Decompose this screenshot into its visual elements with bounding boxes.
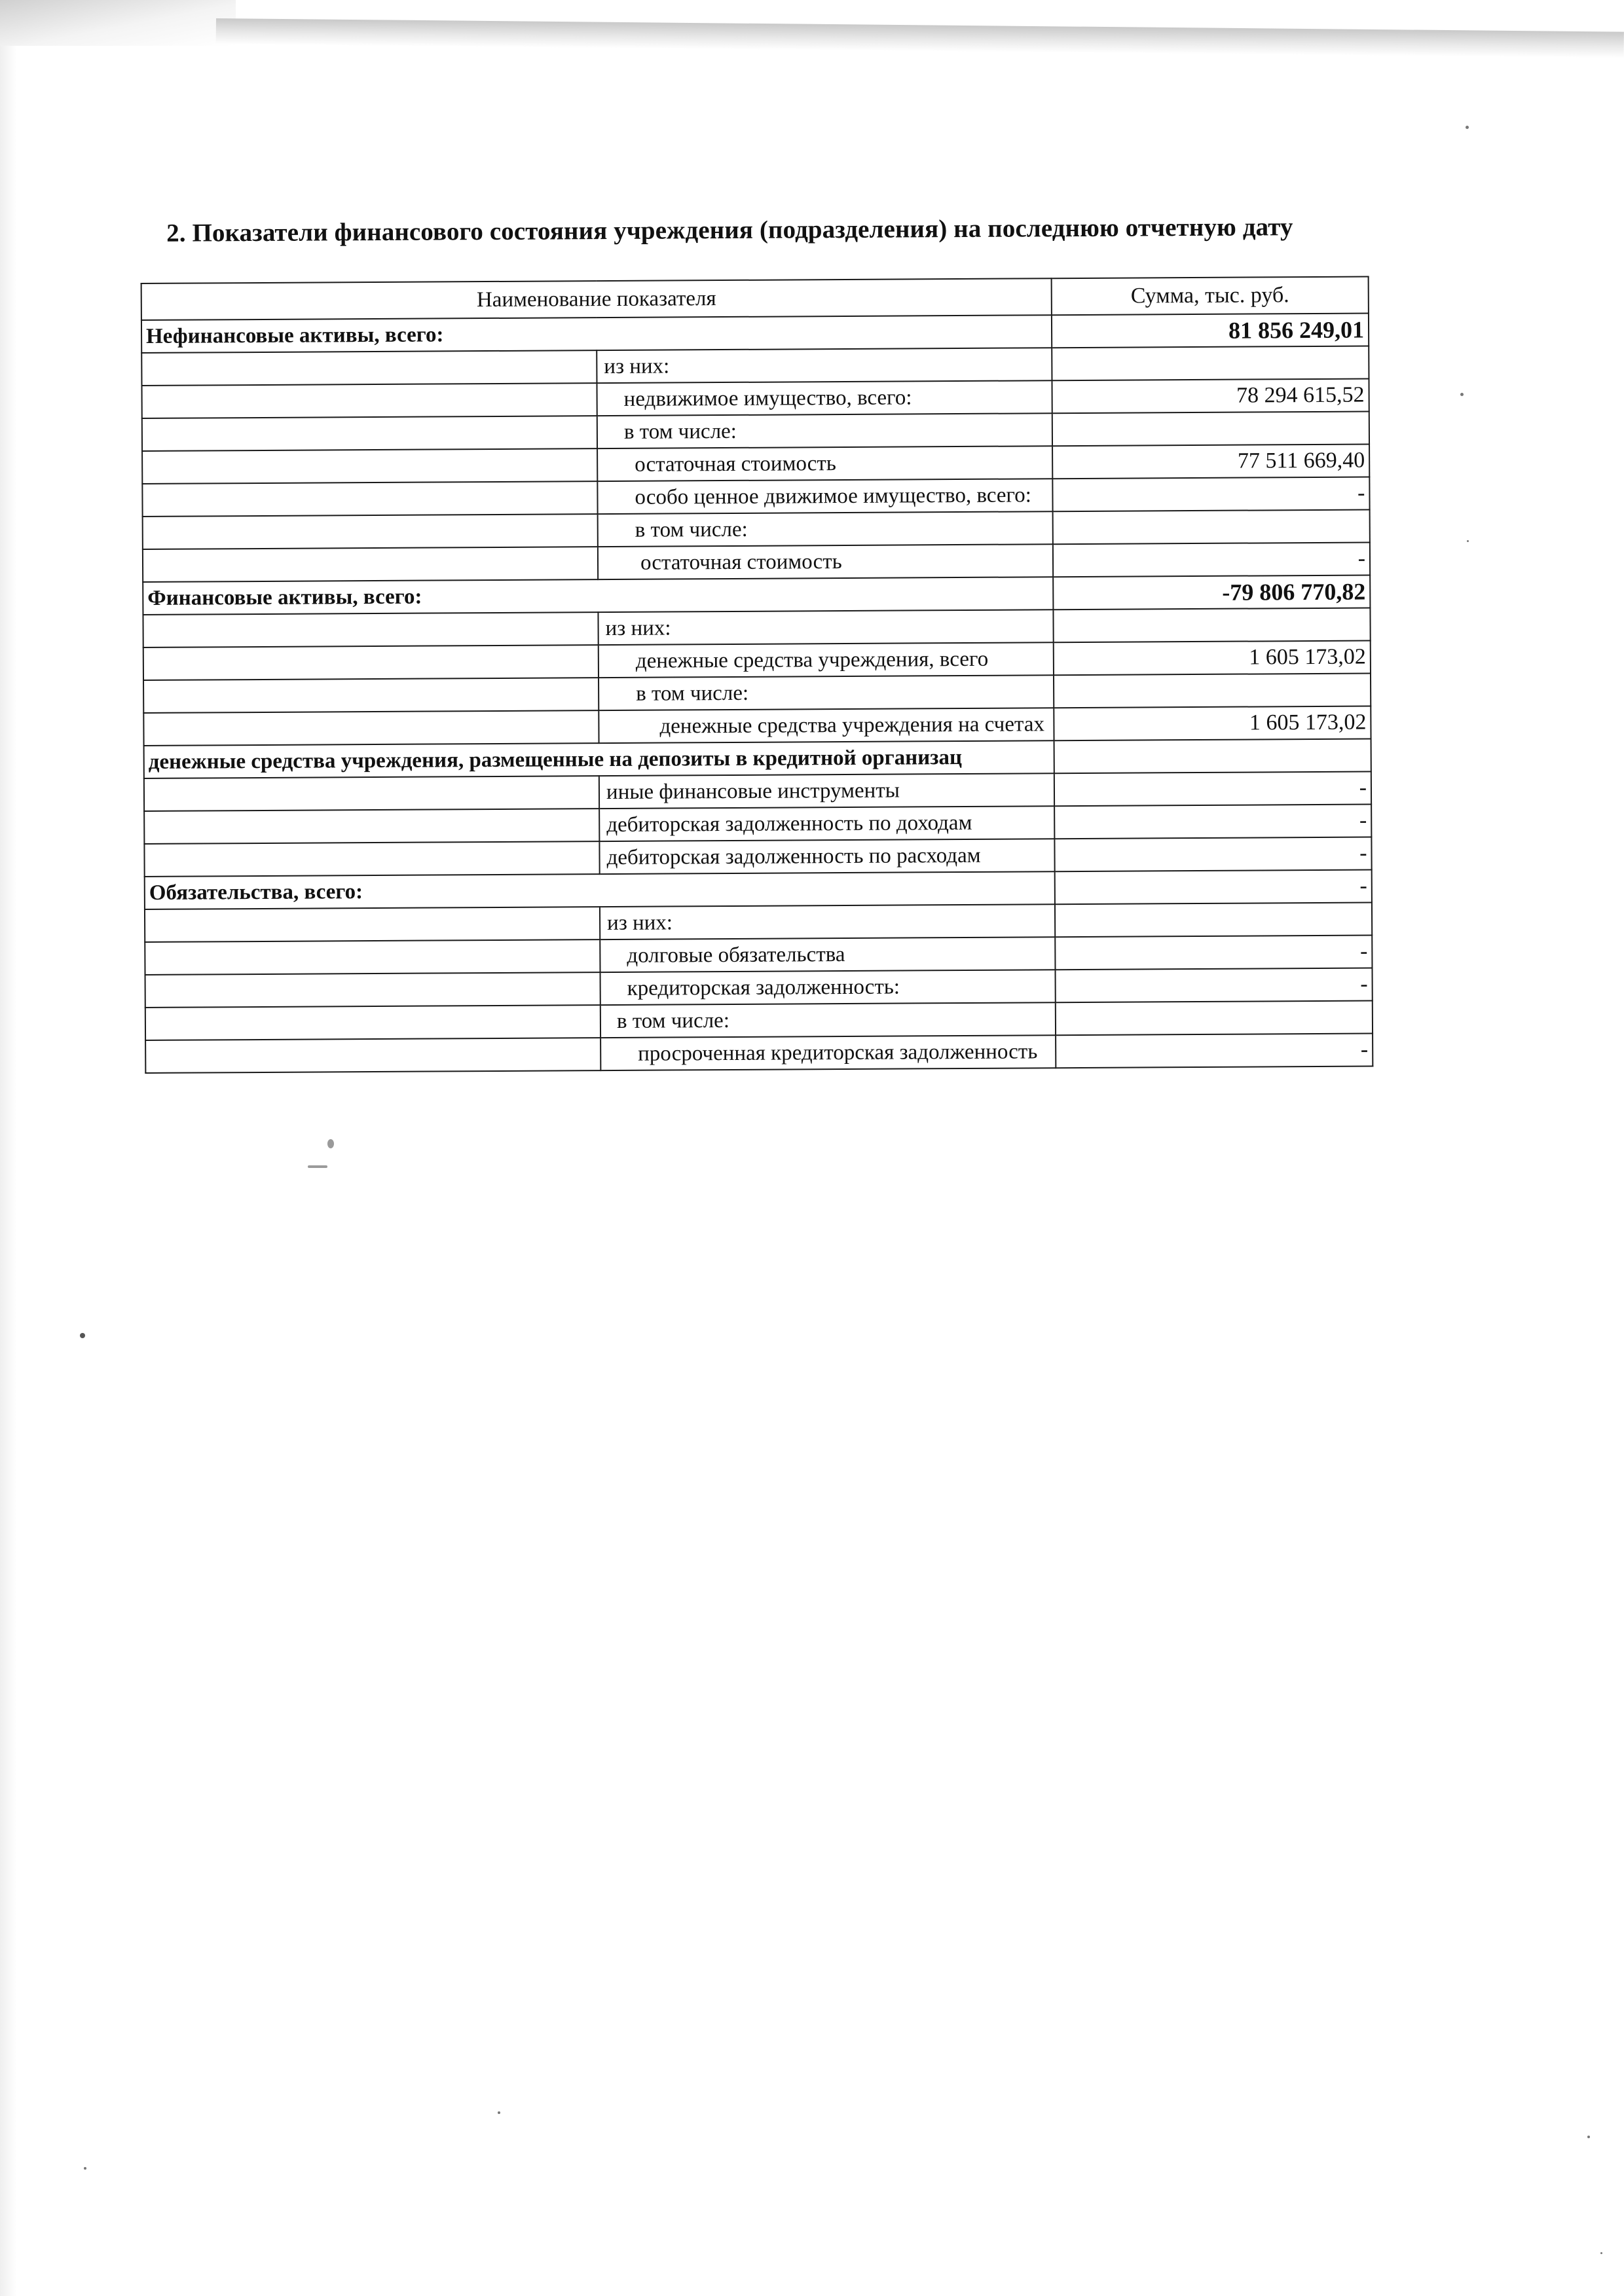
blank-cell — [143, 645, 599, 680]
row-label: остаточная стоимость — [598, 544, 1053, 579]
row-label: в том числе: — [599, 675, 1054, 710]
scan-speck — [498, 2111, 500, 2114]
row-label: просроченная кредиторская задолженность — [600, 1035, 1056, 1070]
row-label: Обязательства, всего: — [145, 871, 1055, 909]
blank-cell — [142, 448, 597, 484]
scan-corner-shadow — [0, 0, 236, 46]
row-value: - — [1054, 772, 1371, 807]
row-label: дебиторская задолженность по доходам — [599, 806, 1054, 841]
scan-left-edge — [0, 0, 17, 2296]
blank-cell — [141, 350, 597, 386]
row-value: 77 511 669,40 — [1052, 445, 1369, 479]
scan-speck — [1600, 2252, 1602, 2254]
row-label: кредиторская задолженность: — [600, 970, 1056, 1005]
row-value: - — [1052, 477, 1369, 512]
table-row — [145, 1034, 1373, 1073]
row-label: иные финансовые инструменты — [599, 773, 1054, 809]
scan-smudge — [308, 1165, 327, 1168]
scan-speck — [1587, 2136, 1590, 2138]
row-label: недвижимое имущество, всего: — [597, 380, 1052, 416]
financial-indicators-table — [141, 276, 1374, 1074]
blank-cell — [142, 481, 597, 517]
scan-speck — [84, 2167, 86, 2170]
row-label: из них: — [598, 610, 1053, 645]
blank-cell — [145, 1038, 600, 1073]
blank-cell — [144, 776, 599, 811]
blank-cell — [143, 514, 598, 549]
row-value: - — [1056, 968, 1373, 1003]
row-label: из них: — [597, 348, 1052, 383]
row-label: Нефинансовые активы, всего: — [141, 315, 1052, 353]
row-value: - — [1054, 837, 1371, 872]
blank-cell — [143, 678, 599, 713]
row-value: -79 806 770,82 — [1053, 575, 1370, 610]
row-value: - — [1055, 870, 1372, 905]
row-label: в том числе: — [597, 413, 1052, 448]
row-label: из них: — [600, 904, 1055, 939]
table-header-row — [141, 277, 1369, 320]
row-value: 81 856 249,01 — [1052, 314, 1369, 348]
blank-cell — [143, 612, 598, 647]
row-value: - — [1055, 936, 1372, 970]
row-label: денежные средства учреждения, всего — [599, 642, 1054, 678]
row-value: 78 294 615,52 — [1052, 379, 1369, 414]
scan-speck — [80, 1333, 85, 1338]
blank-cell — [144, 809, 599, 844]
row-value: - — [1054, 805, 1371, 839]
scan-top-edge — [216, 18, 1624, 58]
blank-cell — [145, 939, 600, 975]
blank-cell — [143, 710, 599, 746]
row-value: 1 605 173,02 — [1054, 706, 1371, 741]
row-value — [1052, 412, 1369, 446]
blank-cell — [144, 841, 599, 877]
row-value: - — [1053, 543, 1370, 577]
row-label: особо ценное движимое имущество, всего: — [597, 479, 1052, 514]
scan-speck — [1460, 393, 1464, 396]
row-value: - — [1056, 1034, 1373, 1068]
row-value: 1 605 173,02 — [1054, 641, 1371, 676]
scan-smudge — [327, 1139, 334, 1148]
blank-cell — [143, 547, 598, 582]
header-indicator-name: Наименование показателя — [141, 278, 1052, 320]
row-label: дебиторская задолженность по расходам — [599, 839, 1054, 874]
scan-speck — [1466, 126, 1469, 129]
row-value — [1054, 739, 1371, 774]
row-value — [1055, 903, 1372, 938]
row-label: в том числе: — [600, 1002, 1056, 1038]
row-label: денежные средства учреждения на счетах — [599, 708, 1054, 743]
row-value — [1053, 608, 1370, 643]
header-amount: Сумма, тыс. руб. — [1052, 277, 1369, 316]
row-label: Финансовые активы, всего: — [143, 577, 1053, 615]
page-title: 2. Показатели финансового состояния учреждения (подразделения) на последнюю отчетную дату — [166, 213, 1293, 247]
document-page — [140, 202, 1384, 1066]
row-label: в том числе: — [598, 511, 1053, 547]
blank-cell — [142, 416, 597, 451]
blank-cell — [145, 972, 600, 1008]
row-value — [1053, 510, 1370, 545]
blank-cell — [145, 1005, 600, 1040]
row-value — [1052, 346, 1369, 381]
scan-speck — [1467, 540, 1469, 542]
row-label: денежные средства учреждения, размещенные на депозиты в кредитной организац — [144, 740, 1054, 778]
row-value — [1056, 1001, 1373, 1036]
blank-cell — [145, 907, 600, 942]
row-label: остаточная стоимость — [597, 446, 1052, 481]
row-label: долговые обязательства — [600, 937, 1055, 972]
row-value — [1054, 674, 1371, 708]
blank-cell — [142, 383, 597, 418]
